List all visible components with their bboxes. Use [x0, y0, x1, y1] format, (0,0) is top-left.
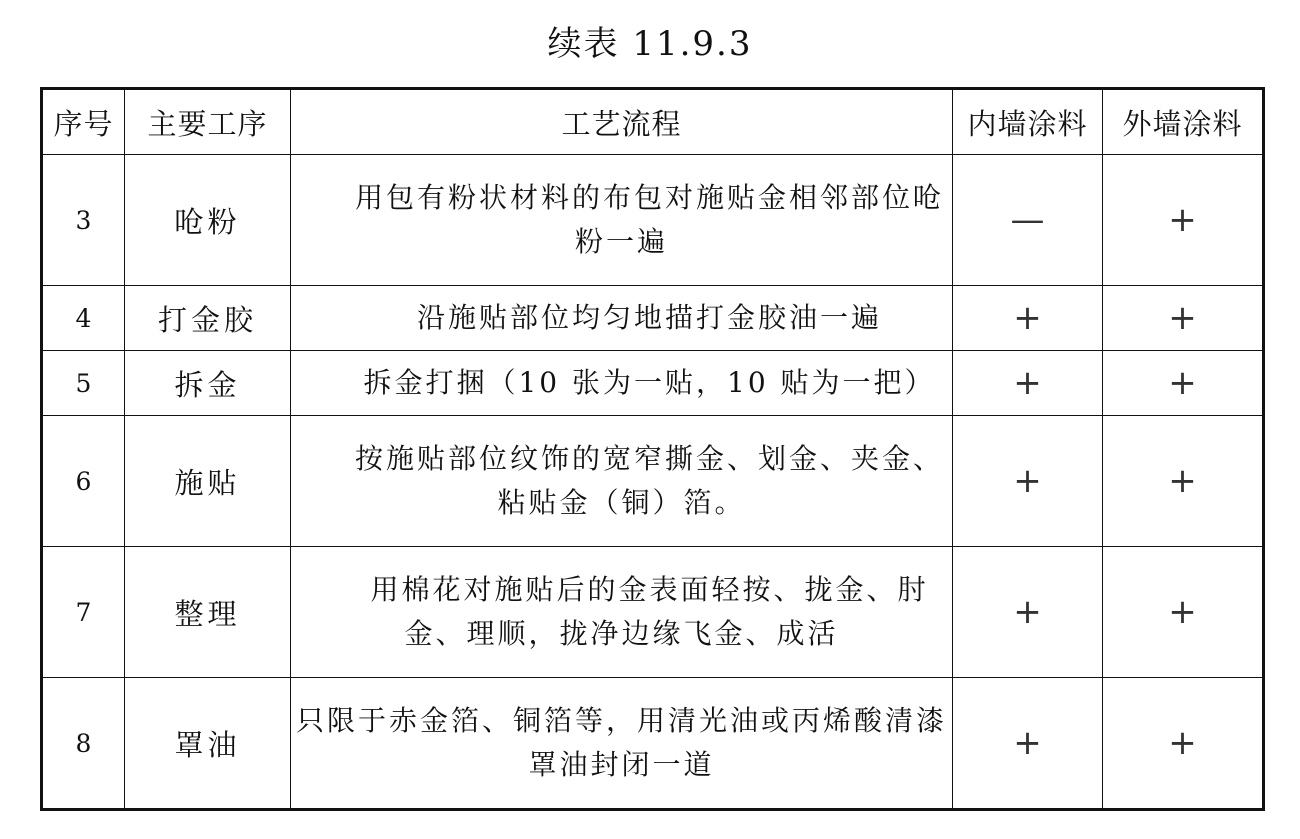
row-exterior-mark: + — [1103, 678, 1264, 810]
row-exterior-mark: + — [1103, 286, 1264, 351]
row-step: 拆金 — [125, 351, 291, 416]
row-exterior-mark: + — [1103, 155, 1264, 286]
row-step: 呛粉 — [125, 155, 291, 286]
row-flow: 只限于赤金箔、铜箔等，用清光油或丙烯酸清漆罩油封闭一道 — [291, 678, 953, 810]
row-flow: 拆金打捆（10 张为一贴，10 贴为一把） — [291, 351, 953, 416]
row-flow: 用包有粉状材料的布包对施贴金相邻部位呛粉一遍 — [291, 155, 953, 286]
row-flow: 按施贴部位纹饰的宽窄撕金、划金、夹金、粘贴金（铜）箔。 — [291, 416, 953, 547]
header-no: 序号 — [42, 89, 125, 155]
header-main-step: 主要工序 — [125, 89, 291, 155]
table-row — [42, 286, 1264, 351]
row-step: 施贴 — [125, 416, 291, 547]
table-row — [42, 416, 1264, 547]
row-interior-mark: + — [953, 547, 1103, 678]
row-no: 8 — [42, 678, 125, 810]
row-no: 6 — [42, 416, 125, 547]
row-step: 打金胶 — [125, 286, 291, 351]
row-step: 整理 — [125, 547, 291, 678]
row-no: 5 — [42, 351, 125, 416]
row-interior-mark: + — [953, 416, 1103, 547]
row-exterior-mark: + — [1103, 416, 1264, 547]
header-process-flow: 工艺流程 — [291, 89, 953, 155]
row-interior-mark: + — [953, 351, 1103, 416]
header-interior-paint: 内墙涂料 — [953, 89, 1103, 155]
table-caption: 续表 11.9.3 — [547, 24, 753, 64]
process-table — [40, 87, 1265, 811]
row-interior-mark: — — [953, 155, 1103, 286]
row-exterior-mark: + — [1103, 547, 1264, 678]
table-header-row — [42, 89, 1264, 155]
table-row — [42, 678, 1264, 810]
row-exterior-mark: + — [1103, 351, 1264, 416]
row-interior-mark: + — [953, 286, 1103, 351]
table-row — [42, 155, 1264, 286]
header-exterior-paint: 外墙涂料 — [1103, 89, 1264, 155]
table-row — [42, 547, 1264, 678]
row-flow: 用棉花对施贴后的金表面轻按、拢金、肘金、理顺，拢净边缘飞金、成活 — [291, 547, 953, 678]
table-row — [42, 351, 1264, 416]
row-flow: 沿施贴部位均匀地描打金胶油一遍 — [291, 286, 953, 351]
row-step: 罩油 — [125, 678, 291, 810]
row-no: 4 — [42, 286, 125, 351]
row-no: 7 — [42, 547, 125, 678]
row-no: 3 — [42, 155, 125, 286]
row-interior-mark: + — [953, 678, 1103, 810]
